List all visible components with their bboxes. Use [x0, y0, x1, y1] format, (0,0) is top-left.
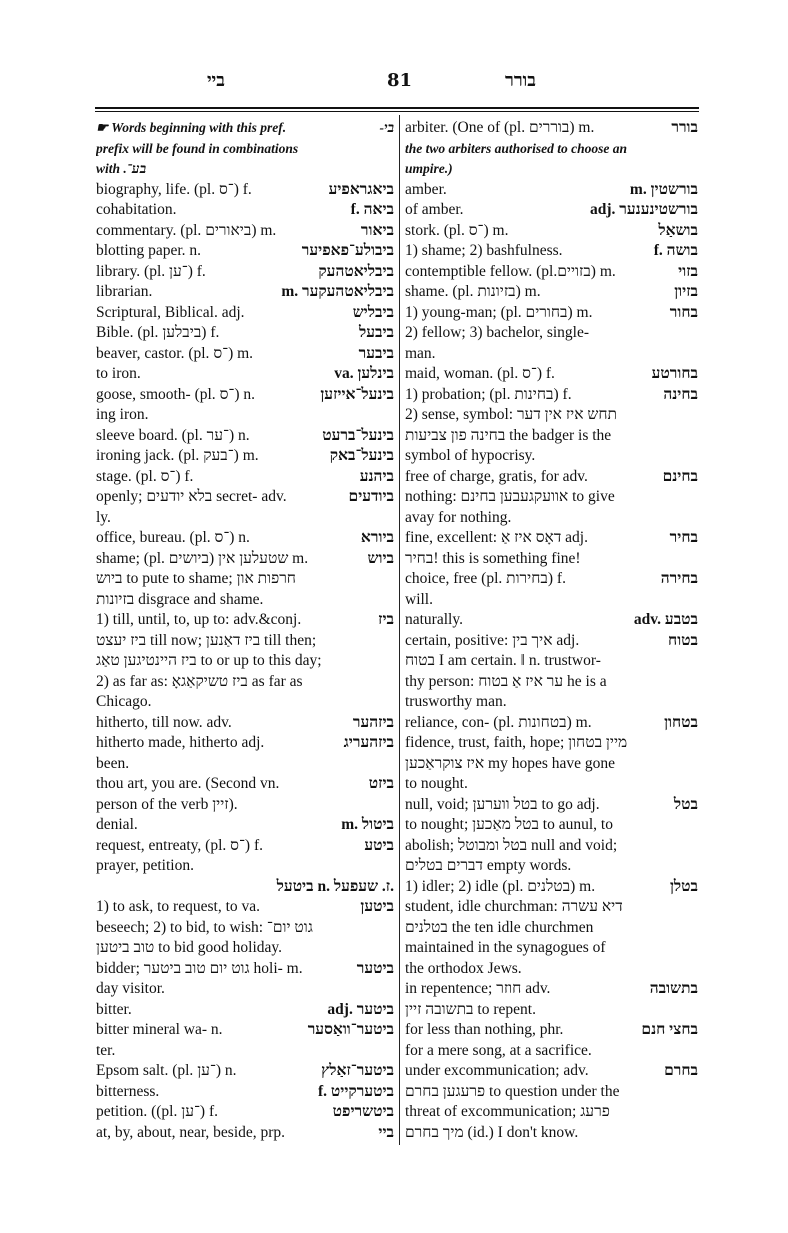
dictionary-line	[96, 1123, 394, 1144]
entry-text: Scriptural, Biblical. adj.	[96, 303, 245, 321]
entry-text: under excommunication; adv.	[405, 1062, 589, 1079]
dictionary-line	[96, 815, 394, 836]
headword: ביבולע־פאפיער	[301, 242, 394, 259]
dictionary-line	[96, 426, 394, 447]
headword: בחורטע	[651, 365, 698, 382]
dictionary-line	[96, 549, 394, 570]
entry-text: פרעגען בחרם to question under the	[405, 1082, 620, 1100]
dictionary-line	[405, 1082, 698, 1103]
entry-text: ironing jack. (pl. ־בעק) m.	[96, 447, 259, 464]
headword: ביהנע	[359, 467, 394, 485]
header-rule-thin	[95, 111, 699, 112]
page-number: 81	[387, 70, 413, 91]
headword: בחצי חנם	[641, 1021, 698, 1038]
entry-text: 1) idler; 2) idle (pl. בטלנים) m.	[405, 877, 596, 895]
dictionary-line	[405, 282, 698, 303]
entry-text: the two arbiters authorised to choose an	[405, 140, 628, 156]
headword: m. ביבליאטהעקער	[281, 283, 394, 300]
entry-text: ly.	[96, 508, 111, 526]
entry-text: for less than nothing, phr.	[405, 1021, 564, 1038]
dictionary-line	[405, 364, 698, 385]
dictionary-line	[405, 467, 698, 488]
entry-text: 1) young-man; (pl. בחורים) m.	[405, 303, 593, 321]
dictionary-line	[96, 1082, 394, 1103]
header-left-guideword: בײ	[207, 70, 225, 91]
entry-text: choice, free (pl. בחירות) f.	[405, 570, 566, 587]
dictionary-line	[96, 897, 394, 918]
headword: ביטער־זאַלץ	[321, 1062, 394, 1079]
dictionary-line	[96, 282, 394, 303]
headword: ביבעל	[358, 324, 394, 341]
dictionary-line	[405, 754, 698, 775]
entry-text: person of the verb זיין).	[96, 795, 238, 813]
entry-text: for a mere song, at a sacrifice.	[405, 1041, 592, 1059]
entry-text: hitherto, till now. adv.	[96, 713, 232, 731]
entry-text: ביז יעצט till now; ביז דאַנען till then;	[96, 631, 317, 649]
entry-text: avay for nothing.	[405, 508, 512, 526]
headword: ביאגראפיע	[328, 180, 394, 198]
dictionary-line	[96, 241, 394, 262]
entry-text: ☛ Words beginning with this pref.	[96, 120, 287, 135]
entry-text: to nought; בטל מאַכען to aunul, to	[405, 816, 613, 833]
dictionary-line	[96, 487, 394, 508]
headword: ביאור	[360, 221, 394, 239]
entry-text: biography, life. (pl. ־ס) f.	[96, 180, 252, 198]
entry-text: openly; בלא יודעים secret- adv.	[96, 488, 287, 505]
headword: ביבער	[358, 344, 394, 362]
dictionary-line	[405, 590, 698, 611]
dictionary-line	[96, 754, 394, 775]
dictionary-line	[405, 118, 698, 139]
entry-text: to iron.	[96, 365, 141, 382]
dictionary-line	[96, 528, 394, 549]
entry-text: 1) to ask, to request, to va.	[96, 898, 261, 915]
dictionary-line	[405, 1000, 698, 1021]
headword: בינעל־באק	[329, 447, 394, 464]
headword: בחינם	[662, 467, 698, 485]
entry-text: of amber.	[405, 201, 464, 218]
dictionary-line	[405, 692, 698, 713]
dictionary-line	[405, 938, 698, 959]
dictionary-line	[96, 118, 394, 139]
dictionary-line	[96, 467, 394, 488]
entry-text: office, bureau. (pl. ־ס) n.	[96, 529, 250, 546]
entry-text: reliance, con- (pl. בטחונות) m.	[405, 713, 592, 731]
dictionary-line	[405, 774, 698, 795]
headword: ביטע	[364, 836, 394, 854]
entry-text: thy person: ער איז אַ בטוח he is a	[405, 672, 607, 690]
dictionary-line	[96, 508, 394, 529]
entry-text: to nought.	[405, 775, 468, 792]
headword: בחור	[669, 303, 698, 321]
dictionary-line	[405, 405, 698, 426]
dictionary-line	[96, 836, 394, 857]
headword: ביי	[378, 1123, 394, 1141]
dictionary-line	[405, 262, 698, 283]
dictionary-line	[405, 549, 698, 570]
entry-text: naturally.	[405, 611, 463, 628]
dictionary-line	[405, 508, 698, 529]
dictionary-line	[405, 795, 698, 816]
entry-text: nothing: אוועקגעבען בחינם to give	[405, 488, 615, 505]
entry-text: null, void; בטל ווערען to go adj.	[405, 795, 600, 813]
entry-text: librarian.	[96, 283, 153, 300]
entry-text: student, idle churchman: דיא עשרה	[405, 898, 623, 915]
entry-text: 2) fellow; 3) bachelor, single-	[405, 324, 590, 341]
dictionary-line	[405, 979, 698, 1000]
header-rule	[95, 107, 699, 109]
entry-text: בטלנים the ten idle churchmen	[405, 918, 594, 936]
headword: adj. בורשטינענער	[590, 201, 698, 218]
dictionary-line	[405, 672, 698, 693]
dictionary-line	[405, 528, 698, 549]
dictionary-line	[96, 200, 394, 221]
headword: ביוש	[367, 549, 394, 567]
dictionary-line	[96, 795, 394, 816]
dictionary-line	[405, 815, 698, 836]
headword: בתשובה	[649, 980, 698, 997]
entry-text: ביוש to pute to shame; חרפות און	[96, 570, 296, 587]
entry-text: בזיונות disgrace and shame.	[96, 590, 264, 608]
entry-text: library. (pl. ־ען) f.	[96, 262, 206, 280]
entry-text: umpire.)	[405, 161, 453, 176]
entry-text: sleeve board. (pl. ־ער) n.	[96, 426, 250, 444]
entry-text: Bible. (pl. ביבלען) f.	[96, 324, 220, 341]
headword: ביטער	[356, 959, 394, 977]
entry-text: fidence, trust, faith, hope; מיין בטחון	[405, 734, 628, 751]
headword: בחרם	[664, 1062, 698, 1079]
entry-text: abolish; בטל ומבוטל null and void;	[405, 836, 618, 854]
dictionary-line	[96, 1061, 394, 1082]
entry-text: stork. (pl. ־ס) m.	[405, 221, 509, 239]
dictionary-line	[405, 139, 698, 160]
headword: בושאַל	[658, 221, 698, 239]
headword: m. בורשטין	[629, 180, 698, 198]
dictionary-line	[96, 979, 394, 1000]
dictionary-line	[96, 610, 394, 631]
entry-text: בחינה פון צביעות the badger is the	[405, 426, 612, 444]
dictionary-line	[405, 344, 698, 365]
dictionary-line	[96, 364, 394, 385]
dictionary-line	[96, 1102, 394, 1123]
entry-text: maintained in the synagogues of	[405, 939, 606, 956]
entry-text: will.	[405, 590, 433, 608]
dictionary-line	[405, 836, 698, 857]
headword: adv. בטבע	[633, 611, 698, 628]
dictionary-line	[96, 856, 394, 877]
headword: -בי	[379, 120, 394, 135]
dictionary-line	[96, 733, 394, 754]
dictionary-line	[405, 200, 698, 221]
dictionary-line	[96, 713, 394, 734]
dictionary-line	[96, 159, 394, 180]
entry-text: the orthodox Jews.	[405, 959, 522, 977]
headword: adj. ביטער	[327, 1000, 394, 1018]
dictionary-line	[405, 385, 698, 406]
entry-text: Epsom salt. (pl. ־ען) n.	[96, 1062, 237, 1079]
dictionary-line	[96, 590, 394, 611]
dictionary-line	[405, 569, 698, 590]
headword: ביטעל n. ז. שעפעל.	[276, 877, 394, 895]
dictionary-line	[405, 959, 698, 980]
dictionary-line	[96, 672, 394, 693]
headword: בזוי	[678, 262, 698, 280]
dictionary-line	[96, 385, 394, 406]
dictionary-line	[96, 405, 394, 426]
header-right-guideword: בורר	[505, 70, 536, 91]
entry-text: at, by, about, near, beside, prp.	[96, 1123, 286, 1141]
headword: בטל	[673, 795, 698, 813]
headword: f. ביטערקייט	[318, 1082, 394, 1100]
entry-text: thou art, you are. (Second vn.	[96, 775, 280, 792]
entry-text: amber.	[405, 180, 447, 198]
entry-text: maid, woman. (pl. ־ס) f.	[405, 365, 555, 382]
dictionary-line	[405, 918, 698, 939]
dictionary-line	[96, 651, 394, 672]
dictionary-line	[96, 1020, 394, 1041]
dictionary-line	[405, 856, 698, 877]
entry-text: איז צוקראַכען my hopes have gone	[405, 754, 616, 772]
dictionary-line	[405, 159, 698, 180]
dictionary-line	[96, 446, 394, 467]
dictionary-line	[96, 262, 394, 283]
entry-text: request, entreaty, (pl. ־ס) f.	[96, 836, 263, 854]
headword: ביטען	[360, 898, 394, 915]
dictionary-line	[96, 774, 394, 795]
entry-text: טוב ביטען to bid good holiday.	[96, 939, 283, 956]
dictionary-line	[96, 918, 394, 939]
entry-text: 1) shame; 2) bashfulness.	[405, 242, 563, 259]
headword: ביז	[378, 611, 394, 628]
page-header	[95, 70, 695, 100]
left-column	[96, 118, 394, 1143]
dictionary-line	[405, 877, 698, 898]
entry-text: bitterness.	[96, 1082, 160, 1100]
entry-text: fine, excellent: דאָס איז אַ adj.	[405, 529, 588, 546]
dictionary-line	[405, 713, 698, 734]
dictionary-line	[405, 1061, 698, 1082]
dictionary-line	[405, 610, 698, 631]
headword: בזיון	[674, 283, 698, 300]
headword: בחינה	[663, 385, 698, 403]
headword: בטחון	[664, 713, 698, 731]
entry-text: בתשובה זיין to repent.	[405, 1000, 536, 1018]
entry-text: trusworthy man.	[405, 693, 507, 710]
dictionary-line	[96, 1000, 394, 1021]
entry-text: בחיר! this is something fine!	[405, 549, 581, 567]
entry-text: arbiter. (One of (pl. בוררים) m.	[405, 119, 595, 136]
dictionary-line	[96, 692, 394, 713]
entry-text: ing iron.	[96, 406, 149, 423]
entry-text: stage. (pl. ־ס) f.	[96, 467, 194, 485]
entry-text: man.	[405, 344, 436, 362]
dictionary-line	[405, 446, 698, 467]
entry-text: 2) as far as: ביז טשיקאַגאָ as far as	[96, 672, 303, 690]
headword: ביזט	[368, 775, 394, 792]
entry-text: goose, smooth- (pl. ־ס) n.	[96, 385, 255, 403]
dictionary-line	[96, 180, 394, 201]
headword: בינעל־אייזען	[320, 385, 394, 403]
dictionary-line	[96, 139, 394, 160]
headword: בטלן	[669, 877, 698, 895]
headword: m. ביטול	[341, 816, 394, 833]
entry-text: shame. (pl. בזיונות) m.	[405, 283, 541, 300]
column-divider	[399, 115, 400, 1145]
headword: f. ביאה	[350, 201, 394, 218]
headword: ביזהער	[352, 713, 394, 731]
entry-text: ביז היינטיגען טאַג to or up to this day;	[96, 652, 322, 669]
entry-text: bidder; גוט יום טוב ביטער holi- m.	[96, 959, 303, 977]
headword: ביורא	[360, 529, 394, 546]
dictionary-line	[96, 221, 394, 242]
headword: בטוח	[668, 631, 698, 649]
entry-text: denial.	[96, 816, 138, 833]
entry-text: shame; (pl. ביושים) שטעלען אין m.	[96, 549, 309, 567]
entry-text: symbol of hypocrisy.	[405, 447, 536, 464]
entry-text: in repentence; חוזר adv.	[405, 980, 551, 997]
entry-text: בטוח I am certain. ‖ n. trustwor-	[405, 652, 601, 669]
entry-text: certain, positive: איך בין adj.	[405, 631, 580, 649]
dictionary-line	[96, 344, 394, 365]
entry-text: מיך בחרם (id.) I don't know.	[405, 1123, 579, 1141]
headword: ביטשריפט	[332, 1103, 394, 1120]
dictionary-line	[405, 733, 698, 754]
entry-text: blotting paper. n.	[96, 242, 202, 259]
dictionary-line	[405, 221, 698, 242]
entry-text: 1) till, until, to, up to: adv.&conj.	[96, 611, 302, 628]
entry-text: petition. ((pl. ־ען) f.	[96, 1103, 218, 1120]
entry-text: cohabitation.	[96, 201, 177, 218]
headword: ביבליאטהעק	[318, 262, 394, 280]
headword: ביטער־וואַסער	[307, 1021, 394, 1038]
right-column	[405, 118, 698, 1143]
dictionary-line	[405, 1102, 698, 1123]
entry-text: contemptible fellow. (pl.בזויים) m.	[405, 262, 616, 280]
entry-text: with .בע־	[96, 161, 147, 176]
dictionary-line	[96, 323, 394, 344]
headword: f. בושה	[653, 242, 698, 259]
entry-text: been.	[96, 754, 130, 772]
dictionary-line	[405, 1020, 698, 1041]
dictionary-line	[96, 877, 394, 898]
dictionary-line	[405, 897, 698, 918]
dictionary-line	[96, 1041, 394, 1062]
dictionary-line	[405, 631, 698, 652]
dictionary-line	[96, 303, 394, 324]
entry-text: ter.	[96, 1041, 116, 1059]
entry-text: beseech; 2) to bid, to wish: גוט יום־	[96, 918, 313, 936]
dictionary-line	[405, 487, 698, 508]
dictionary-line	[405, 651, 698, 672]
dictionary-line	[405, 241, 698, 262]
entry-text: bitter mineral wa- n.	[96, 1021, 223, 1038]
headword: ביזהעריג	[343, 734, 394, 751]
headword: ביודעים	[348, 488, 394, 505]
dictionary-line	[96, 959, 394, 980]
entry-text: 1) probation; (pl. בחינות) f.	[405, 385, 572, 403]
entry-text: hitherto made, hitherto adj.	[96, 734, 265, 751]
entry-text: commentary. (pl. ביאורים) m.	[96, 221, 277, 239]
entry-text: prefix will be found in combinations	[96, 140, 299, 156]
dictionary-line	[96, 631, 394, 652]
dictionary-line	[405, 323, 698, 344]
headword: בחיר	[669, 529, 698, 546]
headword: בחירה	[660, 570, 698, 587]
dictionary-line	[405, 1123, 698, 1144]
headword: ביבליש	[352, 303, 394, 321]
dictionary-line	[405, 180, 698, 201]
entry-text: beaver, castor. (pl. ־ס) m.	[96, 344, 254, 362]
entry-text: day visitor.	[96, 980, 165, 997]
headword: va. בינלען	[334, 365, 394, 382]
dictionary-line	[405, 426, 698, 447]
entry-text: Chicago.	[96, 693, 152, 710]
entry-text: bitter.	[96, 1000, 132, 1018]
headword: בורר	[671, 119, 698, 136]
entry-text: 2) sense, symbol: תחש איז אין דער	[405, 406, 618, 423]
dictionary-line	[405, 1041, 698, 1062]
entry-text: free of charge, gratis, for adv.	[405, 467, 588, 485]
dictionary-line	[96, 569, 394, 590]
entry-text: prayer, petition.	[96, 857, 194, 874]
entry-text: דברים בטלים empty words.	[405, 857, 572, 874]
dictionary-line	[96, 938, 394, 959]
dictionary-line	[405, 303, 698, 324]
headword: בינעל־ברעט	[322, 426, 394, 444]
entry-text: threat of excommunication; פרעג	[405, 1103, 610, 1120]
